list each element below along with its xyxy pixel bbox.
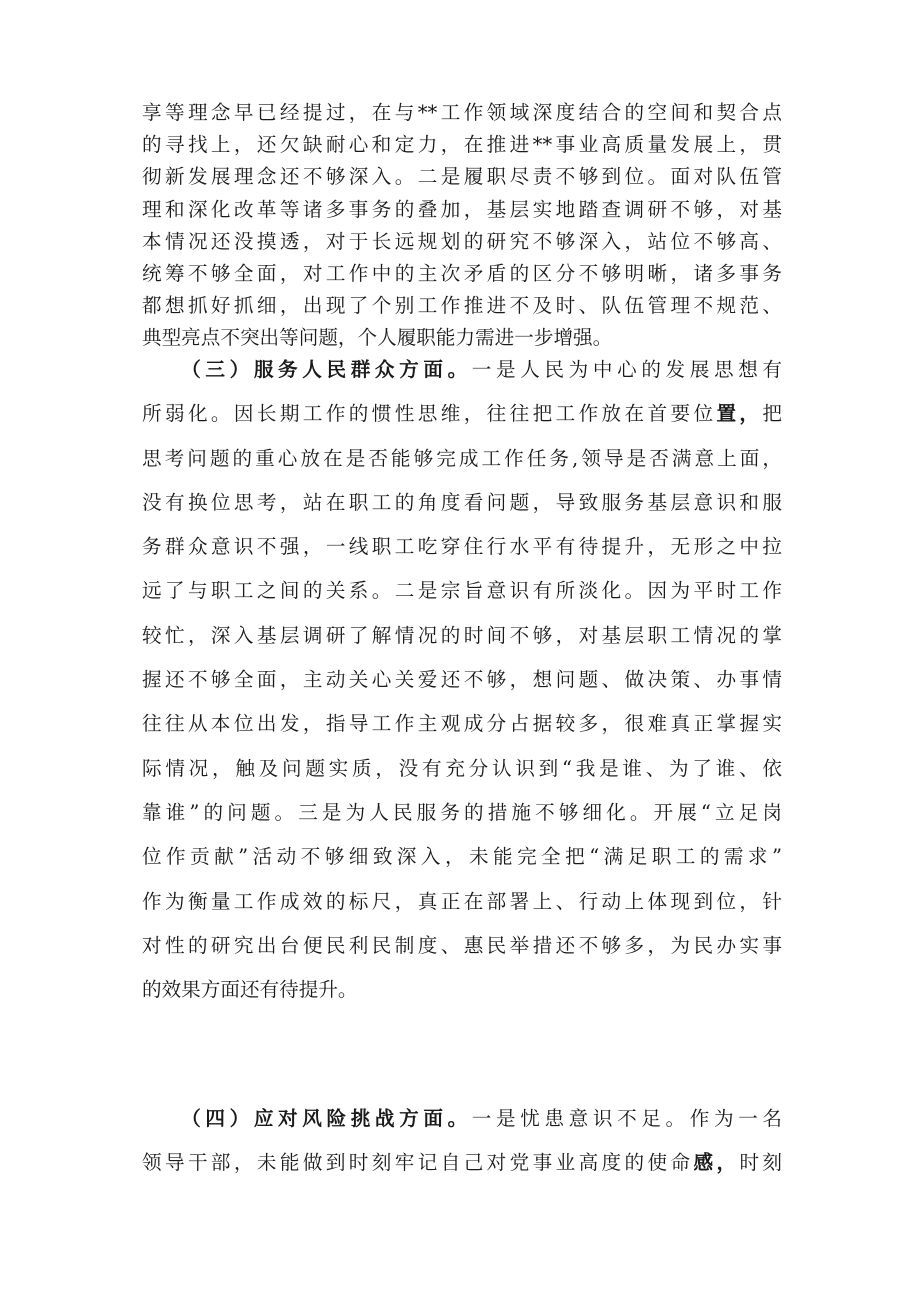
text-run: 所弱化。因长期工作的惯性思维，往往把工作放在首要位 [142, 402, 717, 426]
text-run: 把 [762, 402, 783, 426]
text-line: 的寻找上，还欠缺耐心和定力，在推进**事业高质量发展上，贯 [142, 133, 782, 157]
text-line: 作为衡量工作成效的标尺，真正在部署上、行动上体现到位，针 [142, 889, 782, 913]
text-line: 对性的研究出台便民利民制度、惠民举措还不够多，为民办实事 [142, 933, 782, 957]
text-line [142, 1141, 782, 1185]
bold-text-run: 置， [716, 402, 763, 426]
text-line: 彻新发展理念还不够深入。二是履职尽责不够到位。面对队伍管 [142, 165, 782, 189]
bold-text-run: 感， [693, 1151, 740, 1175]
text-line: 统筹不够全面，对工作中的主次矛盾的区分不够明晰，诸多事务 [142, 262, 782, 286]
section-first-line [142, 1097, 782, 1141]
text-line: 没有换位思考，站在职工的角度看问题，导致服务基层意识和服 [142, 490, 782, 514]
section-heading: （四）应对风险挑战方面。 [181, 1107, 472, 1130]
text-line: 位作贡献”活动不够细致深入，未能完全把“满足职工的需求” [142, 845, 782, 869]
text-line: 思考问题的重心放在是否能够完成工作任务,领导是否满意上面， [142, 446, 782, 470]
text-run: 时刻 [739, 1151, 783, 1175]
text-line: 都想抓好抓细，出现了个别工作推进不及时、队伍管理不规范、 [142, 294, 782, 318]
text-line: 握还不够全面，主动关心关爱还不够，想问题、做决策、办事情 [142, 668, 782, 692]
section-heading: （三）服务人民群众方面。 [181, 358, 472, 381]
text-line: 本情况还没摸透，对于长远规划的研究不够深入，站位不够高、 [142, 229, 782, 253]
text-line: 际情况，触及问题实质，没有充分认识到“我是谁、为了谁、依 [142, 756, 782, 780]
section-first-line [142, 348, 782, 392]
text-line: 较忙，深入基层调研了解情况的时间不够，对基层职工情况的掌 [142, 623, 782, 647]
text-line: 务群众意识不强，一线职工吃穿住行水平有待提升，无形之中拉 [142, 535, 782, 559]
text-line [142, 392, 782, 436]
text-line: 理和深化改革等诸多事务的叠加，基层实地踏查调研不够，对基 [142, 197, 782, 221]
text-run: 领导干部，未能做到时刻牢记自己对党事业高度的使命 [142, 1151, 694, 1175]
text-line: 远了与职工之间的关系。二是宗旨意识有所淡化。因为平时工作 [142, 579, 782, 603]
text-run: 一是人民为中心的发展思想有 [471, 358, 782, 381]
section-serving-people [142, 348, 782, 1012]
paragraph-continuation [142, 97, 782, 355]
section-risk-challenges [142, 1097, 782, 1186]
text-run: 一是忧患意识不足。作为一名 [471, 1107, 782, 1130]
text-line: 靠谁”的问题。三是为人民服务的措施不够细化。开展“立足岗 [142, 800, 782, 824]
text-line: 享等理念早已经提过，在与**工作领域深度结合的空间和契合点 [142, 101, 782, 124]
text-line: 往往从本位出发，指导工作主观成分占据较多，很难真正掌握实 [142, 712, 782, 736]
text-line: 的效果方面还有待提升。 [142, 978, 358, 1002]
text-line: 典型亮点不突出等问题，个人履职能力需进一步增强。 [142, 326, 613, 350]
